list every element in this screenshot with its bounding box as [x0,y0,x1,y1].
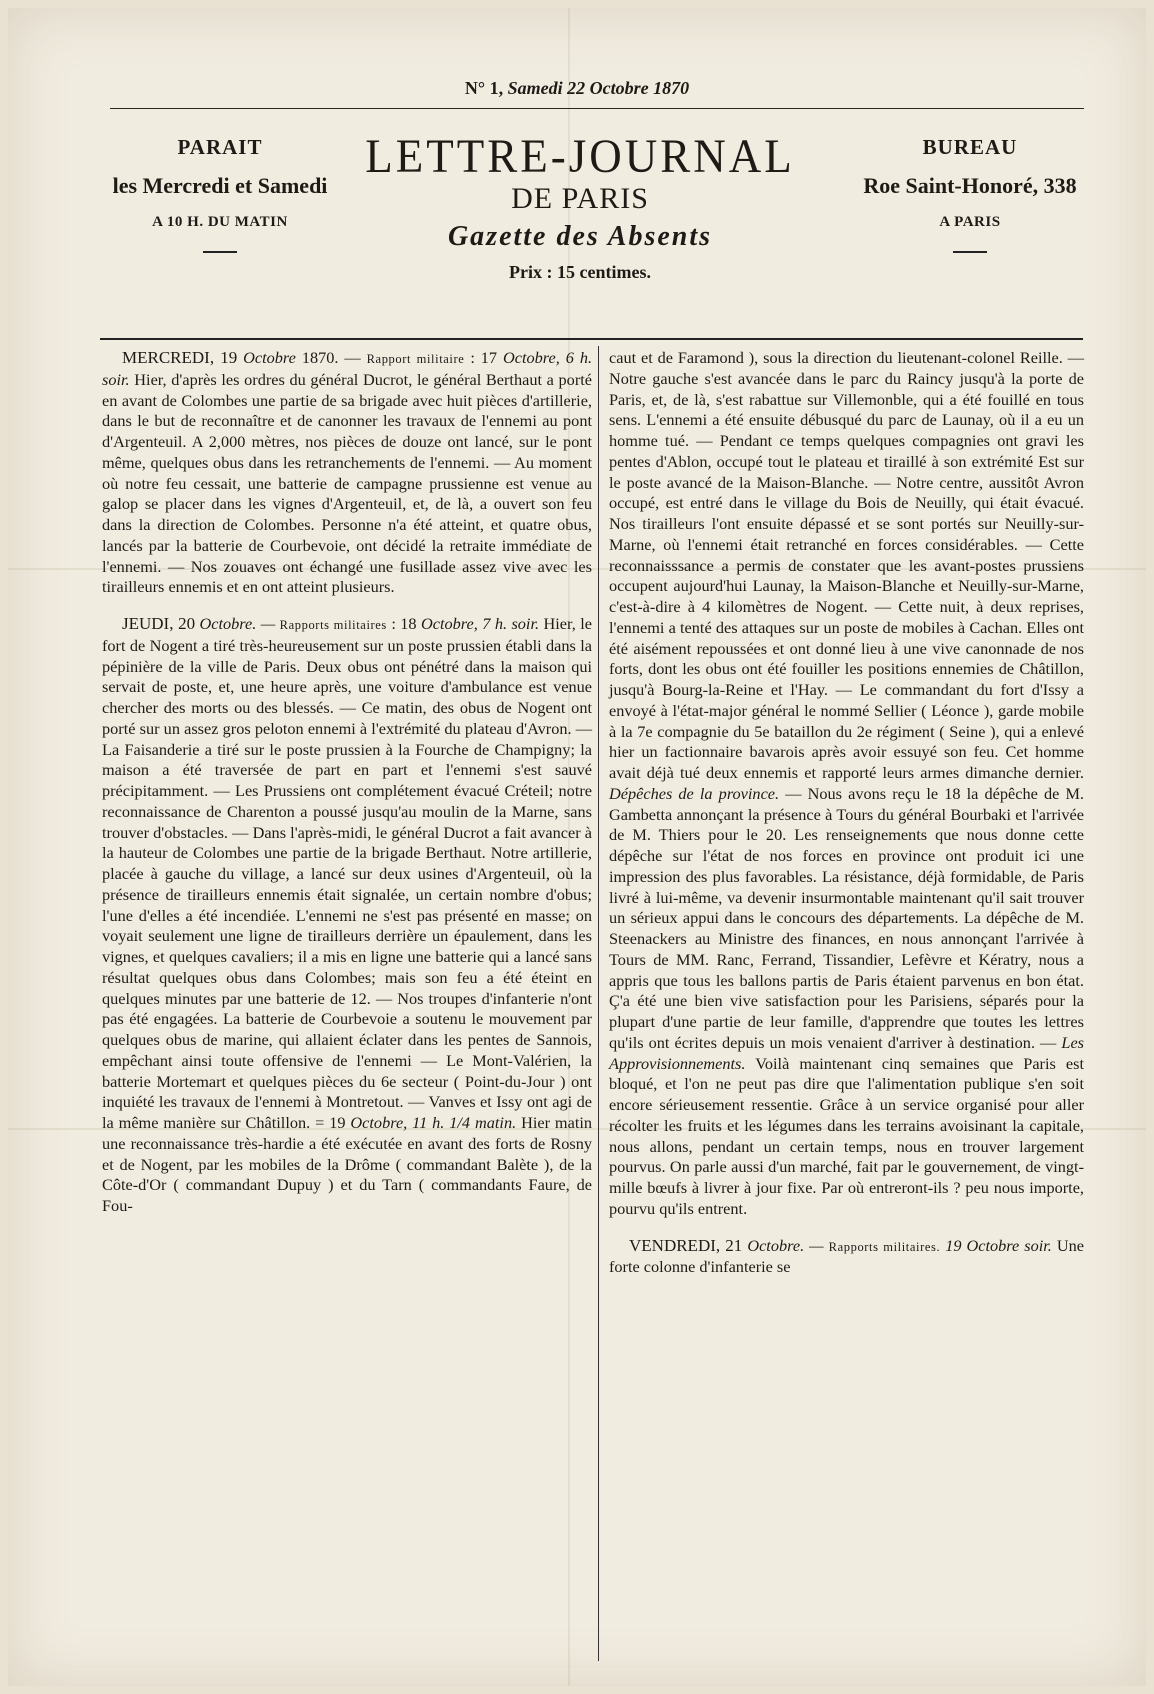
article-wednesday [102,348,592,598]
article-friday [609,1236,1084,1279]
schedule-days: les Mercredi et Samedi [112,173,328,198]
publication-schedule [100,135,340,253]
article-text: — Nous avons reçu le 18 la dépêche de M. Gambetta annonçant la présence à Tours du général Bourbaki et l'arrivée de M. Thiers pour le 20. Les renseignements que nous donne cette dépêche sur l'état de nos forces en province ont produit ici une impression des plus favorables. La résistance, déjà formidable, de Paris livré à lui-même, va devenir insurmontable maintenant qu'il sait trouver un sérieux appui dans le concours des départements. La dépêche de M. Steenackers au Ministre des finances, en nous annonçant l'arrivée à Tours de MM. Ranc, Ferrand, Tissandier, Lefèvre et Kératry, nous a appris que tous les ballons partis de Paris étaient parvenus en bon état. Ç'a été une bien vive satisfaction pour les Parisiens, séparés pour la plupart d'une partie de leur famille, d'apprendre que toutes les lettres qu'ils ont écrites depuis un mois venaient d'arriver à destination. — [609,783,1084,1052]
issue-rule [110,108,1084,109]
masthead [345,129,815,283]
report-time: 19 Octobre soir. [945,1235,1052,1255]
article-text: caut et de Faramond ), sous la direction du lieutenant-colonel Reille. — Notre gauche s'est avancée dans le parc du Raincy jusqu'à la porte de Paris, et, de là, s'est rabattue sur Villemonble, qui a été fouillé en tous sens. L'ennemi a été ensuite débusqué du parc de Launay, où il a eu un homme tué. — Pendant ce temps quelques compagnies ont gravi les pentes d'Ablon, occupé tout le plateau et tiraillé à son extrémité Est sur le poste avancé de la Maison-Blanche. — Notre centre, aussitôt Avron occupé, est entré dans le village du Bois de Neuilly, qui était évacué. Nos tirailleurs l'ont ensuite dépassé et se sont portés sur Neuilly-sur-Marne, où l'ennemi était retranché en forces considérables. — Cette reconnaisssance a permis de constater que les avant-postes prussiens occupent aujourd'hui Launay, la Maison-Blanche et Neuilly-sur-Marne, c'est-à-dire à 4 kilomètres de Nogent. — Cette nuit, à deux reprises, l'ennemi a tenté des attaques sur un poste de mobiles à Cachan. Elles ont été aisément repoussées et ont donné lieu à une vive canonnade de nos forts, dont les obus ont été fouiller les positions ennemies de Châtillon, jusqu'à Bourg-la-Reine et l'Hay. — Le commandant du fort d'Issy a envoyé à l'état-major général le nommé Sellier ( Léonce ), garde mobile à la 7e compagnie du 5e bataillon du 2e régiment ( Seine ), qui a enlevé hier un factionnaire bavarois après avoir essuyé son feu. Cet homme avait déjà tué deux ennemis et rapporté leurs armes dimanche dernier. [609,348,1084,782]
article-day: VENDREDI, 21 [629,1235,743,1255]
office-dash [953,251,987,253]
report-label: Rapport militaire [366,352,465,366]
article-thursday [102,614,592,1217]
article-date: Octobre [243,348,296,367]
report-time: Octobre, 6 h. soir. [102,348,593,389]
report-time: Octobre, 11 h. 1/4 matin. [350,1113,517,1132]
article-day: MERCREDI, 19 [122,348,238,367]
article-date: Octobre. — [747,1235,824,1255]
schedule-time: A 10 H. DU MATIN [152,214,288,230]
schedule-heading: PARAIT [177,135,263,159]
newspaper-title: LETTRE-JOURNAL [365,129,795,183]
newspaper-subtitle: DE PARIS [511,182,649,215]
article-column-right [609,348,1084,1278]
schedule-dash [203,251,237,253]
article-text: Voilà maintenant cinq semaines que Paris est bloqué, et l'on ne peut pas dire que l'alimentation publique s'en soit encore sérieusement ressentie. Grâce à un service organisé pour aller récolter les fruits et les légumes dans les terrains avoisinant la capitale, nous allons, pendant un certain temps, nous en trouver largement pourvus. On parle aussi d'un marché, fait par le gouvernement, de vingt-mille bœufs à livrer à jour fixe. Par où entreront-ils ? peu nous importe, pourvu qu'ils entrent. [609,1053,1084,1218]
section-heading: Les Approvisionnements. [609,1032,1085,1073]
report-separator: : 18 [391,614,417,633]
article-date: Octobre. — [199,614,276,633]
article-text: Une forte colonne d'infanterie se [609,1235,1084,1277]
issue-line [0,78,1154,99]
article-text: Hier, le fort de Nogent a tiré très-heureusement sur un poste prussien établi dans la pépinière de la ville de Paris. Deux obus ont pénétré dans la maison qui servait de poste, et, une heure après, une voiture d'ambulance est venue chercher des morts ou des blessés. — Ce matin, des obus de Nogent ont porté sur un assez gros peloton ennemi à l'extrémité du plateau d'Avron. — La Faisanderie a tiré sur le poste prussien à la Fourche de Champigny; la maison a été traversée de part en part et l'ennemi s'est sauvé précipitamment. — Les Prussiens ont complétement évacué Créteil; notre reconnaissance de Charenton a poussé jusqu'au moulin de la Marne, sans trouver d'obstacles. — Dans l'après-midi, le général Ducrot a fait avancer à la hauteur de Colombes une partie de la brigade Berthaut. Notre artillerie, placée à gauche du village, a lancé sur deux usines d'Argenteuil, où la présence de tirailleurs ennemis était signalée, un certain nombre d'obus; l'une d'elles a été incendiée. L'ennemi ne s'est pas présenté en masse; on voyait seulement une ligne de tirailleurs derrière un épaulement, dans les vignes, et quelques cavaliers; il a mis en ligne une batterie qui a lancé sans résultat quelques obus dans Colombes; mais son feu a été éteint en quelques minutes par une batterie de 12. — Nos troupes d'infanterie n'ont pas été engagées. La batterie de Courbevoie a soutenu le mouvement par quelques obus de marine, qui allaient éclater dans les pentes de Sannois, empêchant ainsi toute offensive de l'ennemi — Le Mont-Valérien, la batterie Mortemart et quelques pièces du 6e secteur ( Point-du-Jour ) ont inquiété les travaux de l'ennemi à Montretout. — Vanves et Issy ont agi de la même manière sur Châtillon. = 19 [102,614,593,1132]
office-heading: BUREAU [922,135,1018,159]
article-year: 1870. — [301,348,361,367]
report-time: Octobre, 7 h. soir. [421,614,540,633]
price-line: Prix : 15 centimes. [509,262,651,282]
report-separator: : 17 [470,348,498,367]
issue-number: N° 1, [464,78,504,98]
column-divider [598,346,599,1661]
issue-date: Samedi 22 Octobre 1870 [507,78,690,98]
article-column-left [102,348,592,1217]
article-text: Hier, d'après les ordres du général Ducrot, le général Berthaut a porté en avant de Colombes une partie de sa brigade avec huit pièces d'artillerie, dans le but de reconnaître et de canonner les travaux de l'ennemi au pont d'Argenteuil. A 2,000 mètres, nos pièces de douze ont lancé, sur le pont même, quelques obus dans les retranchements de l'ennemi. — Au moment où notre feu cessait, une batterie de campagne prussienne est venue au galop se placer dans les vignes d'Argenteuil, et, de là, a ouvert son feu dans la direction de Colombes. Personne n'a été atteint, et quatre obus, lancés par la batterie de Courbevoie, ont décidé la retraite immédiate de l'ennemi. — Nos zouaves ont échangé une fusillade assez vive avec les tirailleurs ennemis et en ont atteint plusieurs. [102,369,592,597]
section-heading: Dépêches de la province. [609,783,780,803]
office-address [855,135,1085,253]
office-street: Roe Saint-Honoré, 338 [863,173,1077,198]
report-label: Rapports militaires. [828,1239,941,1254]
header-rule [100,338,1083,340]
report-label: Rapports militaires [279,618,387,632]
article-day: JEUDI, 20 [122,614,196,633]
newspaper-tagline: Gazette des Absents [447,221,713,252]
article-text: Hier matin une reconnaissance très-hardie a été exécutée en avant des forts de Rosny et de Nogent, par les mobiles de la Drôme ( commandant Balète ), de la Côte-d'Or ( commandant Dupuy ) et du Tarn ( commandants Faure, de Fou- [102,1113,593,1215]
office-city: A PARIS [939,214,1001,230]
article-continuation [609,348,1084,1220]
